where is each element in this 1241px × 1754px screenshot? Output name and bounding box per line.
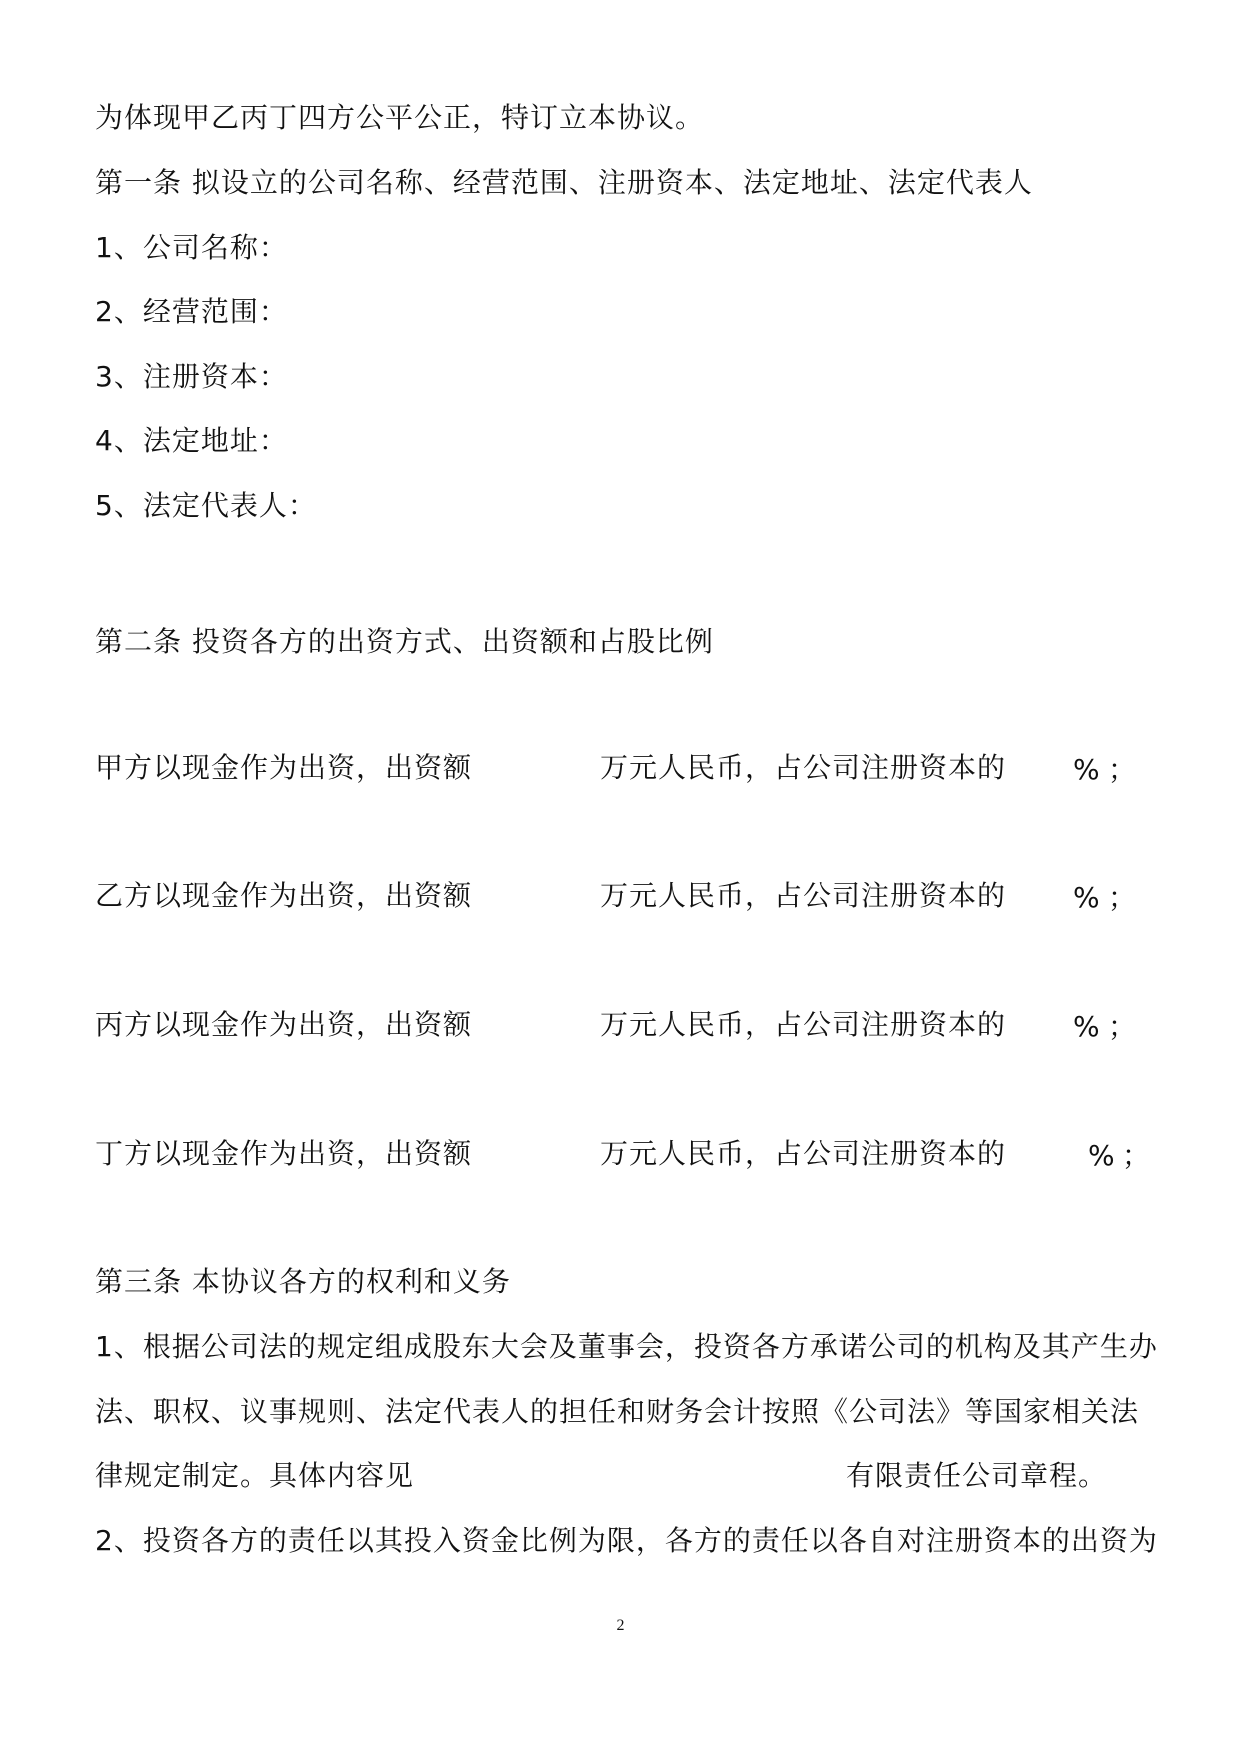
contribution-party-text: 甲方以现金作为出资，出资额 bbox=[95, 751, 473, 784]
contribution-party-text: 丁方以现金作为出资，出资额 bbox=[95, 1137, 473, 1170]
contribution-percent: % bbox=[1088, 1139, 1116, 1172]
contribution-unit-text: 万元人民币，占公司注册资本的 bbox=[600, 879, 1007, 912]
article-1-item-registered-capital: 3、注册资本： bbox=[95, 360, 288, 393]
contribution-end-mark: ； bbox=[1108, 753, 1138, 786]
page-number: 2 bbox=[616, 1617, 625, 1634]
intro-paragraph: 为体现甲乙丙丁四方公平公正，特订立本协议。 bbox=[95, 101, 705, 134]
contribution-unit-text: 万元人民币，占公司注册资本的 bbox=[600, 1008, 1007, 1041]
article-1-item-business-scope: 2、经营范围： bbox=[95, 295, 288, 328]
article-3-paragraph-2-line-1: 2、投资各方的责任以其投入资金比例为限，各方的责任以各自对注册资本的出资为 bbox=[95, 1524, 1158, 1557]
contribution-party-text: 丙方以现金作为出资，出资额 bbox=[95, 1008, 473, 1041]
paragraph-1-line-3-end: 有限责任公司章程。 bbox=[846, 1459, 1108, 1492]
article-1-item-legal-representative: 5、法定代表人： bbox=[95, 489, 317, 522]
article-1-heading: 第一条 拟设立的公司名称、经营范围、注册资本、法定地址、法定代表人 bbox=[95, 166, 1033, 199]
article-3-paragraph-1-line-1: 1、根据公司法的规定组成股东大会及董事会，投资各方承诺公司的机构及其产生办 bbox=[95, 1330, 1158, 1363]
contribution-end-mark: ； bbox=[1108, 881, 1138, 914]
article-1-item-company-name: 1、公司名称： bbox=[95, 231, 288, 264]
contribution-party-text: 乙方以现金作为出资，出资额 bbox=[95, 879, 473, 912]
contribution-percent: % bbox=[1073, 753, 1101, 786]
paragraph-1-line-3-start: 律规定制定。具体内容见 bbox=[95, 1459, 415, 1492]
article-1-item-legal-address: 4、法定地址： bbox=[95, 424, 288, 457]
article-3-paragraph-1-line-2: 法、职权、议事规则、法定代表人的担任和财务会计按照《公司法》等国家相关法 bbox=[95, 1395, 1140, 1428]
contribution-end-mark: ； bbox=[1122, 1139, 1152, 1172]
article-2-heading: 第二条 投资各方的出资方式、出资额和占股比例 bbox=[95, 625, 714, 658]
contribution-percent: % bbox=[1073, 881, 1101, 914]
article-3-heading: 第三条 本协议各方的权利和义务 bbox=[95, 1265, 511, 1298]
contribution-unit-text: 万元人民币，占公司注册资本的 bbox=[600, 751, 1007, 784]
contribution-percent: % bbox=[1073, 1010, 1101, 1043]
contribution-end-mark: ； bbox=[1108, 1010, 1138, 1043]
contribution-unit-text: 万元人民币，占公司注册资本的 bbox=[600, 1137, 1007, 1170]
